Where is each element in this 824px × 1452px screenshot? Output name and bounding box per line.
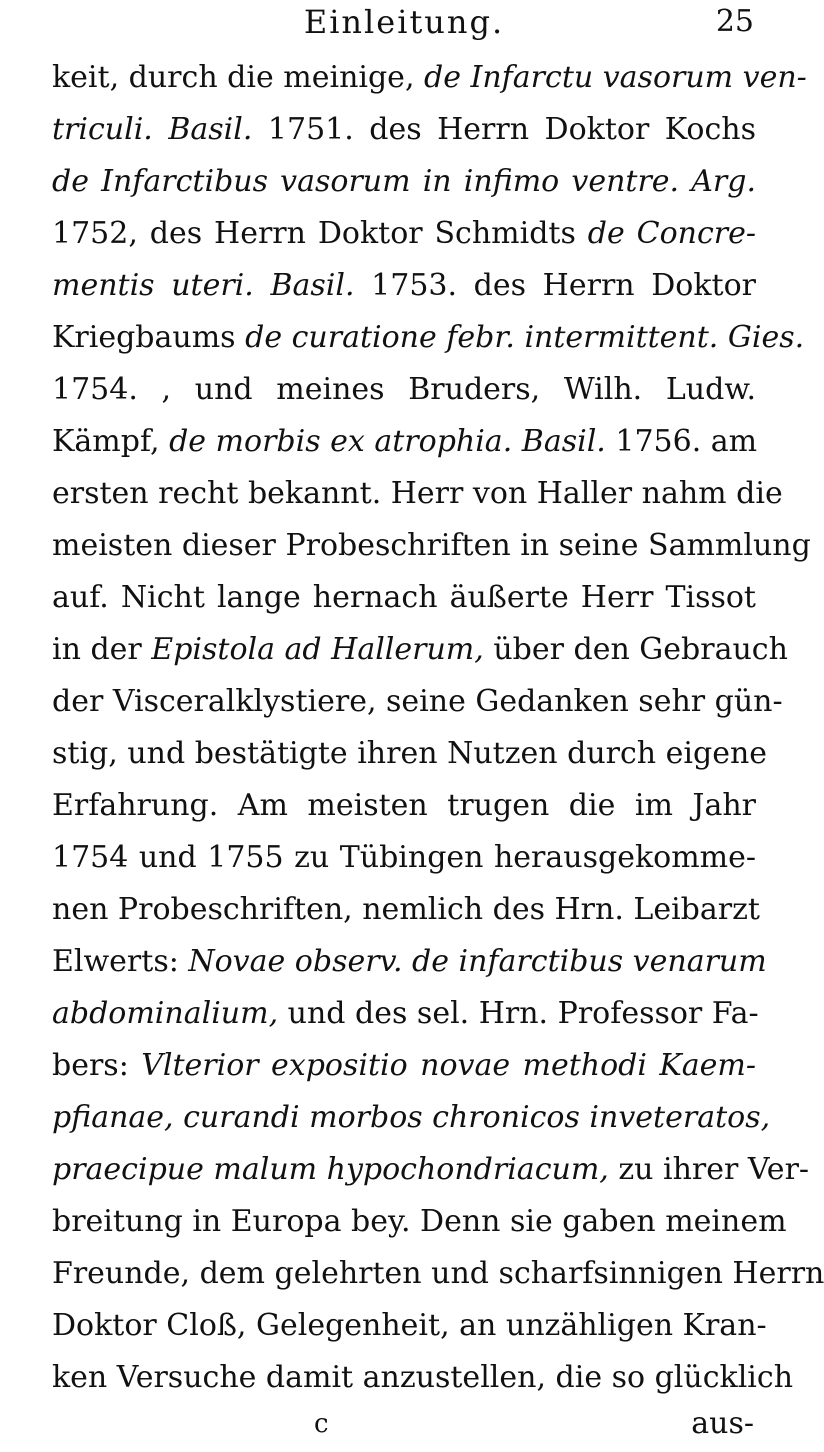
text-line (52, 832, 756, 884)
text-span: 1754. , und meines Bruders, Wilh. Ludw. (52, 372, 756, 407)
page-number: 25 (715, 4, 754, 39)
text-line (52, 520, 811, 572)
text-span: und des sel. Hrn. Professor Fa- (278, 996, 759, 1031)
text-span: in der (52, 632, 152, 667)
text-span: ersten recht bekannt. Herr von Haller nahm die (52, 476, 783, 511)
latin-title-span: de curatione febr. intermittent. Gies. (245, 320, 805, 355)
text-span: ken Versuche damit anzustellen, die so glücklich (52, 1360, 794, 1395)
text-span: Doktor Cloß, Gelegenheit, an unzähligen Kran- (52, 1308, 767, 1343)
text-line (52, 728, 768, 780)
text-line (52, 156, 756, 208)
text-line (52, 1300, 767, 1352)
text-span: meisten dieser Probeschriften in seine Sammlung (52, 528, 811, 563)
text-line (52, 260, 756, 312)
text-span: breitung in Europa bey. Denn sie gaben meinem (52, 1204, 787, 1239)
text-line (52, 52, 807, 104)
latin-title-span: de Concre- (587, 216, 756, 251)
latin-title-span: Epistola ad Hallerum, (151, 632, 484, 667)
text-line (52, 1196, 787, 1248)
text-line (52, 1092, 771, 1144)
text-line (52, 1144, 810, 1196)
body-text (52, 52, 824, 1404)
text-line (52, 780, 756, 832)
text-line (52, 1352, 794, 1404)
text-line (52, 416, 756, 468)
text-line (52, 676, 783, 728)
text-line (52, 936, 767, 988)
text-span: keit, durch die meinige, (52, 60, 425, 95)
signature-mark: c (314, 1409, 329, 1439)
text-line (52, 1248, 824, 1300)
text-span: auf. Nicht lange hernach äußerte Herr Tissot (52, 580, 756, 615)
text-span: Kämpf, (52, 424, 170, 459)
text-line (52, 624, 788, 676)
page-footer (52, 1404, 756, 1452)
text-line (52, 468, 783, 520)
latin-title-span: Novae observ. de infarctibus venarum (188, 944, 767, 979)
text-span: nen Probeschriften, nemlich des Hrn. Leibarzt (52, 892, 760, 927)
text-span: stig, und bestätigte ihren Nutzen durch eigene (52, 736, 768, 771)
latin-title-span: de Infarctibus vasorum in infimo ventre. Arg. (52, 164, 756, 199)
text-span: 1754 und 1755 zu Tübingen herausgekomme- (52, 840, 756, 875)
text-line (52, 1040, 756, 1092)
text-span: 1753. des Herrn Doktor (354, 268, 756, 303)
latin-title-span: triculi. Basil. (52, 112, 253, 147)
running-title: Einleitung. (303, 3, 505, 41)
text-span: bers: (52, 1048, 142, 1083)
text-span: Kriegbaums (52, 320, 246, 355)
text-span: Erfahrung. Am meisten trugen die im Jahr (52, 788, 756, 823)
latin-title-span: de morbis ex atrophia. Basil. (169, 424, 606, 459)
latin-title-span: abdominalium, (52, 996, 279, 1031)
catchword: aus- (691, 1406, 754, 1441)
text-span: der Visceralklystiere, seine Gedanken sehr gün- (52, 684, 783, 719)
text-line (52, 364, 756, 416)
text-line (52, 312, 805, 364)
text-span: 1756. am (605, 424, 758, 459)
text-line (52, 104, 756, 156)
text-span: zu ihrer Ver- (608, 1152, 810, 1187)
latin-title-span: praecipue malum hypochondriacum, (52, 1152, 609, 1187)
text-line (52, 572, 756, 624)
text-span: Elwerts: (52, 944, 189, 979)
text-span: 1752, des Herrn Doktor Schmidts (52, 216, 588, 251)
latin-title-span: Vlterior expositio novae methodi Kaem- (141, 1048, 756, 1083)
text-span: 1751. des Herrn Doktor Kochs (252, 112, 756, 147)
text-span: Freunde, dem gelehrten und scharfsinnigen Herrn (52, 1256, 824, 1291)
text-line (52, 208, 756, 260)
text-span: über den Gebrauch (483, 632, 788, 667)
latin-title-span: de Infarctu vasorum ven- (424, 60, 807, 95)
text-line (52, 884, 760, 936)
running-head (52, 0, 756, 50)
text-line (52, 988, 759, 1040)
latin-title-span: pfianae, curandi morbos chronicos inveteratos, (52, 1100, 771, 1135)
latin-title-span: mentis uteri. Basil. (52, 268, 355, 303)
